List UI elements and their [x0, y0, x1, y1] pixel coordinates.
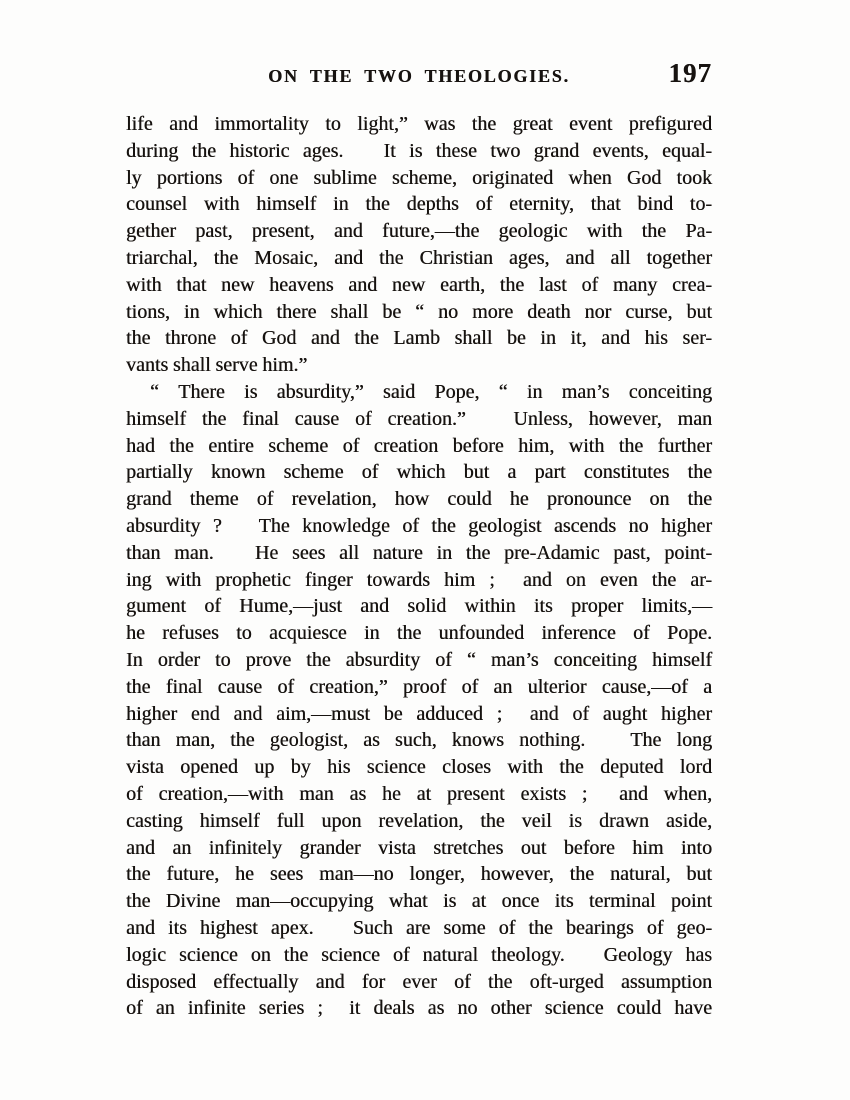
text-line: ly portions of one sublime scheme, originated when God took [126, 166, 712, 189]
text-line: grand theme of revelation, how could he pronounce on the [126, 488, 712, 511]
text-line: and an infinitely grander vista stretches out before him into [126, 836, 712, 859]
body-text [126, 111, 712, 1022]
text-line: the final cause of creation,” proof of an ulterior cause,—of a [126, 675, 712, 698]
text-line: the future, he sees man—no longer, however, the natural, but [126, 863, 712, 886]
text-line: he refuses to acquiesce in the unfounded inference of Pope. [126, 622, 712, 645]
text-line: had the entire scheme of creation before him, with the further [126, 434, 712, 457]
text-line: and its highest apex. Such are some of the bearings of geo- [126, 916, 712, 939]
text-line: the Divine man—occupying what is at once its terminal point [126, 890, 712, 913]
text-line: In order to prove the absurdity of “ man’s conceiting himself [126, 648, 712, 671]
text-line: the throne of God and the Lamb shall be in it, and his ser- [126, 327, 712, 350]
text-line: than man. He sees all nature in the pre-Adamic past, point- [126, 541, 712, 564]
text-line: vants shall serve him.” [126, 354, 308, 377]
text-line: absurdity ? The knowledge of the geologist ascends no higher [126, 514, 712, 537]
text-line: ing with prophetic finger towards him ; and on even the ar- [126, 568, 712, 591]
text-line: partially known scheme of which but a part constitutes the [126, 461, 712, 484]
page-number: 197 [668, 58, 712, 88]
text-line: than man, the geologist, as such, knows nothing. The long [126, 729, 712, 752]
text-line: gument of Hume,—just and solid within its proper limits,— [126, 595, 712, 618]
page-header [126, 60, 712, 90]
text-line: disposed effectually and for ever of the oft-urged assumption [126, 970, 712, 993]
running-title: ON THE TWO THEOLOGIES. [268, 66, 570, 86]
text-line: counsel with himself in the depths of eternity, that bind to- [126, 193, 712, 216]
text-line: of an infinite series ; it deals as no other science could have [126, 997, 712, 1020]
text-line: life and immortality to light,” was the great event prefigured [126, 113, 712, 135]
text-line: himself the final cause of creation.” Unless, however, man [126, 407, 712, 430]
text-line: tions, in which there shall be “ no more death nor curse, but [126, 300, 712, 323]
text-line: “ There is absurdity,” said Pope, “ in man’s conceiting [150, 380, 712, 403]
text-line: logic science on the science of natural theology. Geology has [126, 943, 712, 966]
text-line: higher end and aim,—must be adduced ; and of aught higher [126, 702, 712, 725]
text-line: triarchal, the Mosaic, and the Christian ages, and all together [126, 246, 712, 269]
text-line: vista opened up by his science closes with the deputed lord [126, 756, 712, 779]
text-line: with that new heavens and new earth, the last of many crea- [126, 273, 712, 296]
text-line: during the historic ages. It is these two grand events, equal- [126, 139, 712, 162]
text-line: of creation,—with man as he at present exists ; and when, [126, 782, 712, 805]
text-line: gether past, present, and future,—the geologic with the Pa- [126, 220, 712, 243]
text-line: casting himself full upon revelation, the veil is drawn aside, [126, 809, 712, 832]
